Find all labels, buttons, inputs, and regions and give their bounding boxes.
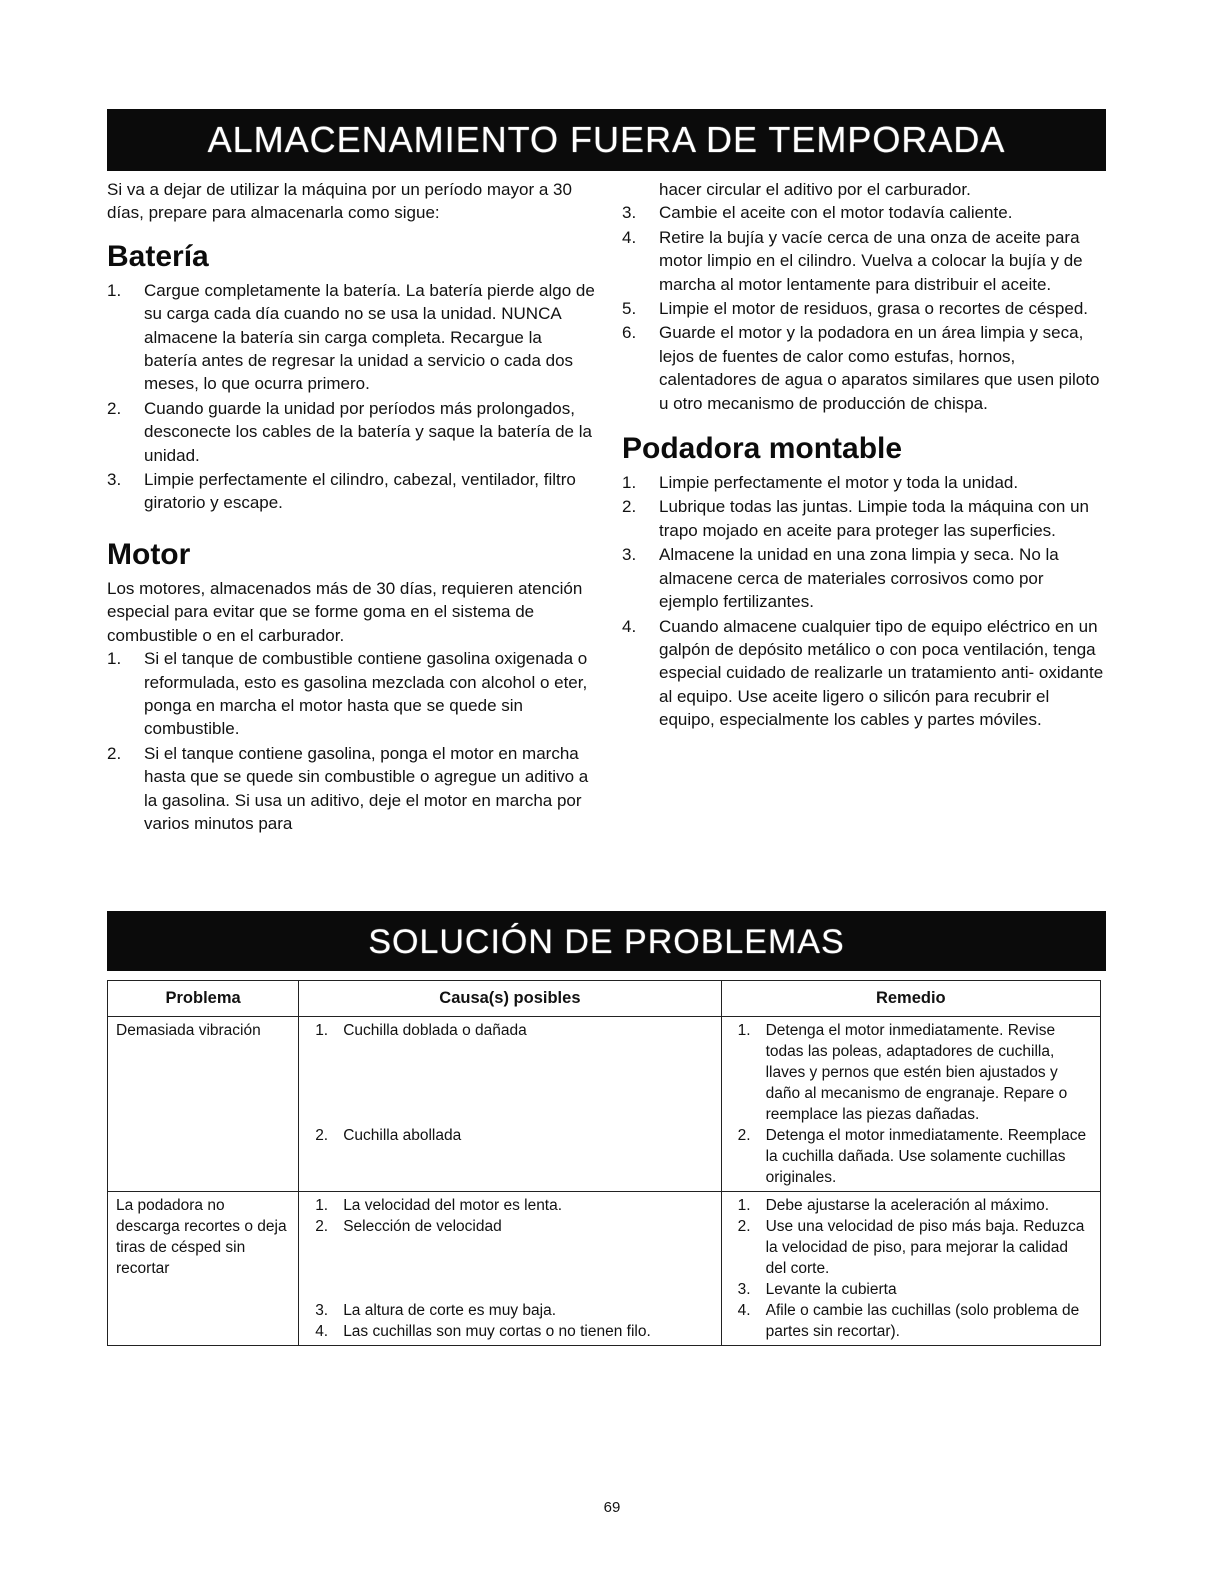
step-number: 1.	[107, 649, 122, 669]
battery-steps	[107, 279, 597, 515]
item-number: 2.	[737, 1127, 751, 1144]
item-text: La velocidad del motor es lenta.	[343, 1197, 563, 1214]
causes-cell	[299, 1192, 721, 1346]
list-item	[622, 543, 1107, 613]
item-text: Detenga el motor inmediatamente. Reemplace la cuchilla dañada. Use solamente cuchillas originales.	[765, 1127, 1087, 1186]
item-number: 4.	[737, 1302, 751, 1319]
step-number: 2.	[107, 743, 122, 763]
step-text: Limpie el motor de residuos, grasa o recortes de césped.	[659, 299, 1089, 319]
list-item	[622, 201, 1107, 224]
item-number: 4.	[315, 1323, 329, 1340]
step-number: 3.	[622, 203, 637, 223]
list-item	[622, 615, 1107, 732]
step-number: 3.	[622, 545, 637, 565]
step-text: Limpie perfectamente el cilindro, cabezal, ventilador, filtro giratorio y escape.	[144, 470, 576, 513]
table-header-row	[108, 981, 1101, 1017]
list-item	[107, 647, 597, 741]
item-text: Debe ajustarse la aceleración al máximo.	[765, 1197, 1050, 1214]
motor-steps-continued	[622, 201, 1107, 415]
troubleshooting-table	[107, 980, 1101, 1346]
step-text: Si el tanque contiene gasolina, ponga el motor en marcha hasta que se quede sin combustible o agregue un aditivo a la gasolina. Si usa un aditivo, deje el motor en marcha por varios minutos para	[144, 743, 589, 833]
step-text: Cuando guarde la unidad por períodos más prolongados, desconecte los cables de la batería y saque la batería de la unidad.	[144, 398, 592, 465]
step-text: Guarde el motor y la podadora en un área limpia y seca, lejos de fuentes de calor como estufas, hornos, calentadores de agua o aparatos similares que usen piloto u otro mecanismo de producción de chispa.	[659, 323, 1100, 413]
list-item	[622, 495, 1107, 542]
list-item	[307, 1125, 712, 1146]
table-row	[108, 1192, 1101, 1346]
troubleshooting-banner: SOLUCIÓN DE PROBLEMAS	[107, 911, 1106, 971]
list-item	[307, 1216, 712, 1237]
problem-cell: La podadora no descarga recortes o deja tiras de césped sin recortar	[108, 1192, 299, 1346]
problem-cell: Demasiada vibración	[108, 1017, 299, 1192]
item-number: 1.	[315, 1197, 329, 1214]
item-text: Cuchilla doblada o dañada	[343, 1022, 527, 1039]
list-item	[730, 1020, 1092, 1125]
item-number: 2.	[315, 1127, 329, 1144]
mower-heading: Podadora montable	[622, 432, 903, 466]
spacer	[307, 1041, 712, 1125]
list-item	[307, 1321, 712, 1342]
item-number: 2.	[315, 1218, 329, 1235]
column-header-problem: Problema	[108, 981, 299, 1017]
list-item	[730, 1125, 1092, 1188]
item-text: Levante la cubierta	[765, 1281, 897, 1298]
list-item	[730, 1279, 1092, 1300]
list-item	[622, 297, 1107, 320]
motor-step-continuation: hacer circular el aditivo por el carburador.	[659, 180, 971, 199]
item-text: Selección de velocidad	[343, 1218, 502, 1235]
item-text: Use una velocidad de piso más baja. Reduzca la velocidad de piso, para mejorar la calidad del corte.	[765, 1218, 1085, 1277]
step-number: 1.	[107, 280, 122, 300]
step-text: Cuando almacene cualquier tipo de equipo eléctrico en un galpón de depósito metálico o con poca ventilación, tenga especial cuidado de realizarle un tratamiento anti- oxidante al equipo. Use aceite ligero o silicón para recubrir el equipo, especialmente los cables y partes móviles.	[659, 616, 1104, 730]
storage-intro: Si va a dejar de utilizar la máquina por un período mayor a 30 días, prepare para almacenarla como sigue:	[107, 180, 572, 223]
step-number: 3.	[107, 470, 122, 490]
step-number: 4.	[622, 616, 637, 636]
step-text: Almacene la unidad en una zona limpia y seca. No la almacene cerca de materiales corrosivos como por ejemplo fertilizantes.	[659, 545, 1059, 612]
item-text: La altura de corte es muy baja.	[343, 1302, 557, 1319]
motor-steps	[107, 647, 597, 835]
item-number: 1.	[315, 1022, 329, 1039]
list-item	[107, 279, 597, 396]
item-text: Las cuchillas son muy cortas o no tienen filo.	[343, 1323, 651, 1340]
battery-heading: Batería	[107, 239, 209, 273]
step-number: 5.	[622, 299, 637, 319]
step-text: Limpie perfectamente el motor y toda la unidad.	[659, 473, 1019, 493]
item-number: 1.	[737, 1022, 751, 1039]
list-item	[622, 321, 1107, 415]
item-number: 3.	[315, 1302, 329, 1319]
list-item	[307, 1195, 712, 1216]
item-text: Detenga el motor inmediatamente. Revise todas las poleas, adaptadores de cuchilla, llaves y pernos que estén bien ajustados y daño al mecanismo de engranaje. Repare o reemplace las piezas dañadas.	[765, 1022, 1068, 1123]
list-item	[730, 1195, 1092, 1216]
motor-heading: Motor	[107, 537, 191, 571]
step-text: Lubrique todas las juntas. Limpie toda la máquina con un trapo mojado en aceite para proteger las superficies.	[659, 497, 1090, 540]
step-number: 2.	[107, 398, 122, 418]
causes-cell	[299, 1017, 721, 1192]
motor-intro: Los motores, almacenados más de 30 días, requieren atención especial para evitar que se forme goma en el sistema de combustible o en el carburador.	[107, 578, 583, 645]
storage-right-column	[622, 178, 1107, 733]
list-item	[107, 742, 597, 836]
step-text: Cargue completamente la batería. La batería pierde algo de su carga cada día cuando no se usa la unidad. NUNCA almacene la batería sin carga completa. Recargue la batería antes de regresar la unidad a servicio o cada dos meses, lo que ocurra primero.	[144, 280, 595, 394]
item-text: Afile o cambie las cuchillas (solo problema de partes sin recortar).	[765, 1302, 1080, 1340]
step-number: 1.	[622, 473, 637, 493]
step-text: Retire la bujía y vacíe cerca de una onza de aceite para motor limpio en el cilindro. Vuelva a colocar la bujía y de marcha al motor lentamente para distribuir el aceite.	[659, 227, 1083, 294]
list-item	[107, 397, 597, 467]
step-text: Cambie el aceite con el motor todavía caliente.	[659, 203, 1013, 223]
remedy-cell	[721, 1017, 1100, 1192]
column-header-causes: Causa(s) posibles	[299, 981, 721, 1017]
step-text: Si el tanque de combustible contiene gasolina oxigenada o reformulada, esto es gasolina mezclada con alcohol o eter, ponga en marcha el motor hasta que se quede sin combustible.	[144, 649, 588, 739]
table-row	[108, 1017, 1101, 1192]
storage-left-column	[107, 178, 597, 836]
list-item	[730, 1300, 1092, 1342]
column-header-remedy: Remedio	[721, 981, 1100, 1017]
step-number: 6.	[622, 323, 637, 343]
mower-steps	[622, 471, 1107, 731]
step-number: 4.	[622, 227, 637, 247]
list-item	[622, 226, 1107, 296]
list-item	[307, 1300, 712, 1321]
list-item	[107, 468, 597, 515]
item-number: 3.	[737, 1281, 751, 1298]
item-number: 2.	[737, 1218, 751, 1235]
spacer	[307, 1237, 712, 1300]
item-number: 1.	[737, 1197, 751, 1214]
list-item	[730, 1216, 1092, 1279]
storage-banner: ALMACENAMIENTO FUERA DE TEMPORADA	[107, 109, 1106, 171]
list-item	[622, 471, 1107, 494]
item-text: Cuchilla abollada	[343, 1127, 462, 1144]
step-number: 2.	[622, 497, 637, 517]
list-item	[307, 1020, 712, 1041]
page-number: 69	[603, 1499, 621, 1516]
remedy-cell	[721, 1192, 1100, 1346]
